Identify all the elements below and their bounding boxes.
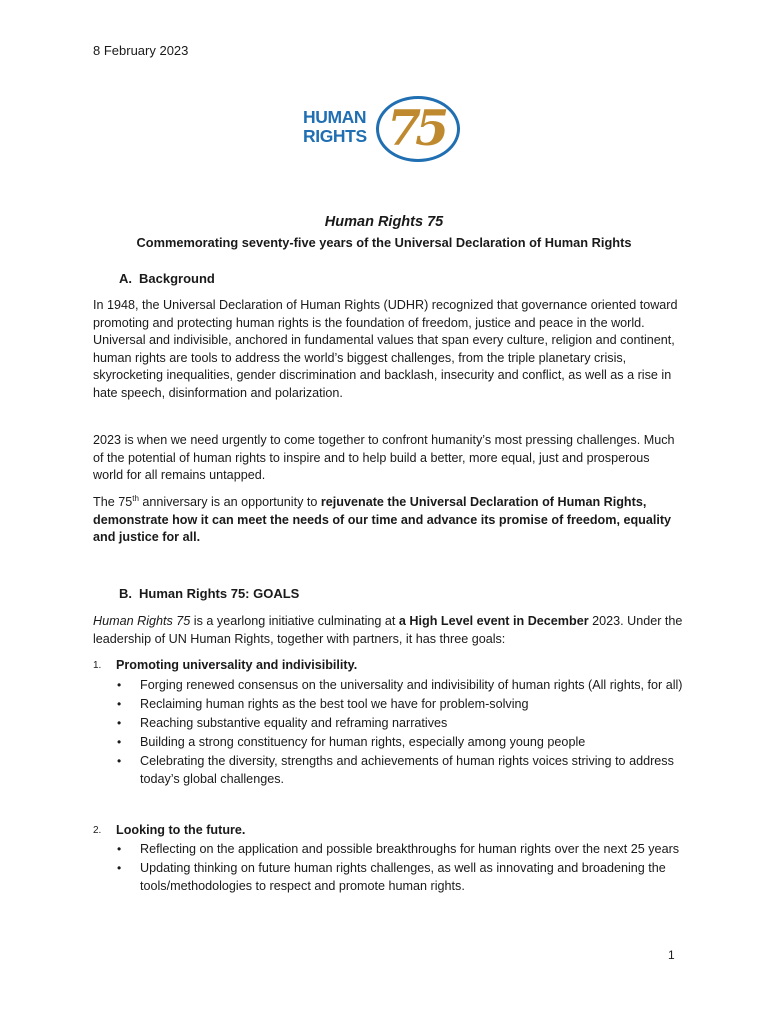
goal-2-title: Looking to the future. <box>116 823 246 837</box>
bullet-dot: • <box>117 678 122 692</box>
list-item <box>115 696 685 714</box>
bullet-dot: • <box>117 754 122 769</box>
list-item <box>115 715 685 733</box>
bullet-text: Building a strong constituency for human rights, especially among young people <box>140 735 586 750</box>
bullet-dot: • <box>117 861 122 876</box>
bullet-text: Reflecting on the application and possible breakthroughs for human rights over the next 25 years <box>140 842 680 856</box>
logo-wordmark <box>303 108 367 146</box>
bullet-text: Celebrating the diversity, strengths and achievements of human rights voices striving to address today’s global challenges. <box>140 754 674 786</box>
intro-middle: is a yearlong initiative culminating at <box>190 614 399 628</box>
list-item <box>115 860 685 895</box>
goal-1-bullet-list <box>115 677 685 790</box>
section-a-letter: A. <box>119 271 132 286</box>
section-a-title: Background <box>139 271 215 286</box>
bullet-dot: • <box>117 697 122 712</box>
bullet-text: Reclaiming human rights as the best tool we have for problem-solving <box>140 697 529 712</box>
logo-line-human: HUMAN <box>303 107 367 127</box>
document-date: 8 February 2023 <box>93 43 189 58</box>
goals-intro-paragraph <box>93 613 683 648</box>
section-b-title: Human Rights 75: GOALS <box>139 586 300 601</box>
document-subtitle: Commemorating seventy-five years of the Universal Declaration of Human Rights <box>136 235 632 250</box>
logo-number: 75 <box>387 99 444 157</box>
list-item <box>115 734 685 752</box>
goal-1-title: Promoting universality and indivisibility. <box>116 658 358 672</box>
goal-2-bullet-list <box>115 841 685 897</box>
background-paragraph-3 <box>93 494 683 547</box>
intro-bold: a High Level event in December <box>398 614 589 628</box>
list-item <box>115 677 685 695</box>
page-number: 1 <box>668 948 675 962</box>
bullet-text: Reaching substantive equality and reframing narratives <box>140 716 448 731</box>
bullet-dot: • <box>117 716 122 731</box>
section-b-letter: B. <box>119 586 132 601</box>
intro-end: 2023. Under the leadership of UN Human Rights, together with partners, it has three goals: <box>93 614 683 646</box>
human-rights-75-logo <box>303 96 463 164</box>
p3-superscript: th <box>132 493 139 503</box>
background-paragraph-2: 2023 is when we need urgently to come together to confront humanity’s most pressing challenges. Much of the potential of human rights to inspire and to help build a better, more equal, just and prosperous world for all remains untapped. <box>93 433 675 483</box>
bullet-dot: • <box>117 842 122 856</box>
background-paragraph-1: In 1948, the Universal Declaration of Human Rights (UDHR) recognized that governance oriented toward promoting and protecting human rights is the foundation of freedom, justice and peace in the world. Universal and indivisible, anchored in fundamental values that span every culture, religion and continent, human rights are tools to address the world’s biggest challenges, from the triple planetary crisis, skyrocketing inequalities, gender discrimination and backlash, insecurity and conflict, as well as a rise in hate speech, disinformation and polarization. <box>93 298 678 400</box>
list-item <box>115 753 685 788</box>
list-item <box>115 841 685 859</box>
p3-middle: anniversary is an opportunity to <box>138 495 321 509</box>
bullet-dot: • <box>117 735 122 750</box>
bullet-text: Forging renewed consensus on the universality and indivisibility of human rights (All rights, for all) <box>140 678 683 692</box>
goal-1-number: 1. <box>93 660 102 671</box>
logo-line-rights: RIGHTS <box>303 126 367 146</box>
p3-start: The 75 <box>93 495 133 509</box>
p3-bold: rejuvenate the Universal Declaration of Human Rights, demonstrate how it can meet the needs of our time and advance its promise of freedom, equality and justice for all. <box>93 495 672 545</box>
goal-2-number: 2. <box>93 825 102 836</box>
document-title: Human Rights 75 <box>324 214 444 230</box>
bullet-text: Updating thinking on future human rights challenges, as well as innovating and broadening the tools/methodologies to respect and promote human rights. <box>140 861 666 893</box>
intro-italic: Human Rights 75 <box>93 614 191 628</box>
